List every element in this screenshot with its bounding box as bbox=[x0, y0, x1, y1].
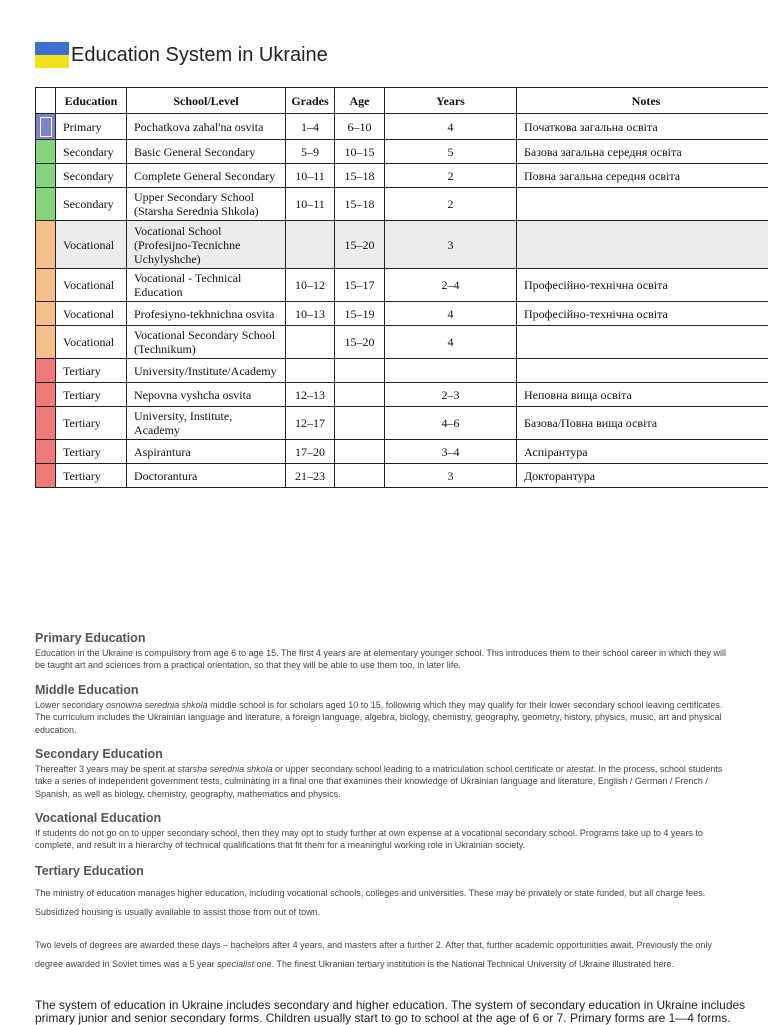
middle-text-part-b: middle school is for scholars aged 10 to 15, following which they may qualify for their lower secondary school leaving certificates. The curriculum includes the Ukrainian language and literature, a foreign language, algebra, biology, chemistry, geography, geometry, history, physics, music, art and physical education. bbox=[35, 700, 722, 735]
cell-years: 3 bbox=[385, 221, 517, 269]
cell-notes bbox=[517, 359, 768, 383]
cell-years: 4 bbox=[385, 114, 517, 140]
cell-years: 2–4 bbox=[385, 269, 517, 302]
cell-school-level: Vocational School (Profesijno-Tecnichne Uchylyshche) bbox=[127, 221, 286, 269]
cell-notes: Базова загальна середня освіта bbox=[517, 140, 768, 164]
tertiary-text-italic: specialist bbox=[217, 959, 254, 969]
table-row bbox=[36, 302, 768, 326]
cell-education: Secondary bbox=[56, 140, 127, 164]
secondary-text-part-c: . In the process, school students take a series of independent government tests, culminating in a final one that examines their knowledge of Ukrainian language and literature, English / German / French / Spanish, as well as biology, chemistry, geography, mathematics and physics. bbox=[35, 764, 722, 799]
table-row bbox=[36, 383, 768, 407]
cell-education: Primary bbox=[56, 114, 127, 140]
section-tertiary-text-2 bbox=[35, 936, 735, 974]
table-header-row bbox=[36, 88, 768, 114]
cell-notes bbox=[517, 188, 768, 221]
cell-years: 4 bbox=[385, 326, 517, 359]
cell-education: Vocational bbox=[56, 221, 127, 269]
cell-grades: 17–20 bbox=[286, 440, 335, 464]
page-title: Education System in Ukraine bbox=[71, 44, 328, 67]
secondary-text-part-b: or upper secondary school leading to a matriculation school certificate or bbox=[273, 764, 567, 774]
level-color-swatch bbox=[36, 269, 56, 302]
cell-notes: Докторантура bbox=[517, 464, 768, 488]
middle-text-part-a: Lower secondary bbox=[35, 700, 106, 710]
cell-school-level: University/Institute/Academy bbox=[127, 359, 286, 383]
cell-years: 2 bbox=[385, 188, 517, 221]
level-color-swatch bbox=[36, 164, 56, 188]
cell-education: Vocational bbox=[56, 302, 127, 326]
level-color-swatch bbox=[36, 326, 56, 359]
header-years: Years bbox=[385, 88, 517, 114]
cell-grades bbox=[286, 326, 335, 359]
cell-grades: 21–23 bbox=[286, 464, 335, 488]
cell-school-level: Vocational - Technical Education bbox=[127, 269, 286, 302]
cell-age: 10–15 bbox=[335, 140, 385, 164]
cell-age: 15–18 bbox=[335, 164, 385, 188]
table-row bbox=[36, 164, 768, 188]
cell-age: 15–20 bbox=[335, 326, 385, 359]
header-school-level: School/Level bbox=[127, 88, 286, 114]
section-vocational-text: If students do not go on to upper secondary school, then they may opt to study further at own expense at a vocational secondary school. Programs take up to 4 years to complete, and result in a hierarchy of technical qualifications that fit them for a meaningful working role in Ukrainian society. bbox=[35, 827, 735, 852]
table-row bbox=[36, 407, 768, 440]
cell-notes: Повна загальна середня освіта bbox=[517, 164, 768, 188]
cell-years: 3 bbox=[385, 464, 517, 488]
cell-notes: Аспірантура bbox=[517, 440, 768, 464]
cell-age bbox=[335, 383, 385, 407]
cell-years: 4 bbox=[385, 302, 517, 326]
cell-education: Tertiary bbox=[56, 359, 127, 383]
table-body bbox=[36, 114, 768, 488]
cell-education: Tertiary bbox=[56, 407, 127, 440]
section-tertiary-text-1: The ministry of education manages higher education, including vocational schools, colleges and universities. These may be privately or state funded, but all charge fees. Subsidized housing is usually available to assist those from out of town. bbox=[35, 884, 735, 922]
header-grades: Grades bbox=[286, 88, 335, 114]
table-row bbox=[36, 440, 768, 464]
cell-age: 15–20 bbox=[335, 221, 385, 269]
cell-age bbox=[335, 440, 385, 464]
table-row bbox=[36, 114, 768, 140]
cell-notes: Базова/Повна вища освіта bbox=[517, 407, 768, 440]
level-color-swatch bbox=[36, 188, 56, 221]
section-secondary bbox=[35, 748, 735, 800]
cell-age: 6–10 bbox=[335, 114, 385, 140]
cell-school-level: Basic General Secondary bbox=[127, 140, 286, 164]
cell-grades: 10–13 bbox=[286, 302, 335, 326]
tertiary-text-part-a: Two levels of degrees are awarded these days – bachelors after 4 years, and masters after a further 2. After that, further academic opportunities await. Previously the only degree awarded in Soviet times was a 5 year bbox=[35, 940, 712, 969]
section-middle-heading: Middle Education bbox=[35, 684, 735, 697]
cell-school-level: University, Institute, Academy bbox=[127, 407, 286, 440]
section-secondary-text bbox=[35, 763, 735, 801]
primary-marker-icon bbox=[40, 117, 52, 137]
cell-grades: 10–11 bbox=[286, 164, 335, 188]
header-age: Age bbox=[335, 88, 385, 114]
ukraine-flag-icon bbox=[35, 42, 69, 68]
cell-notes: Початкова загальна освіта bbox=[517, 114, 768, 140]
cell-education: Tertiary bbox=[56, 383, 127, 407]
section-tertiary bbox=[35, 864, 735, 974]
middle-text-italic: osnowna serednia shkola bbox=[106, 700, 208, 710]
cell-education: Vocational bbox=[56, 326, 127, 359]
table-row bbox=[36, 464, 768, 488]
table-row bbox=[36, 140, 768, 164]
section-primary bbox=[35, 632, 735, 672]
cell-school-level: Pochatkova zahal'na osvita bbox=[127, 114, 286, 140]
section-primary-heading: Primary Education bbox=[35, 632, 735, 645]
cell-notes bbox=[517, 221, 768, 269]
cell-age: 15–19 bbox=[335, 302, 385, 326]
title-row bbox=[35, 40, 328, 70]
cell-notes: Професійно-технічна освіта bbox=[517, 302, 768, 326]
cell-school-level: Doctorantura bbox=[127, 464, 286, 488]
table-row bbox=[36, 188, 768, 221]
header-education: Education bbox=[56, 88, 127, 114]
cell-education: Vocational bbox=[56, 269, 127, 302]
cell-age: 15–18 bbox=[335, 188, 385, 221]
cell-age bbox=[335, 359, 385, 383]
table-row bbox=[36, 221, 768, 269]
cell-years: 2 bbox=[385, 164, 517, 188]
secondary-text-part-a: Thereafter 3 years may be spent at bbox=[35, 764, 178, 774]
level-color-swatch bbox=[36, 383, 56, 407]
level-color-swatch bbox=[36, 221, 56, 269]
cell-school-level: Profesiyno-tekhnichna osvita bbox=[127, 302, 286, 326]
cell-education: Tertiary bbox=[56, 440, 127, 464]
header-swatch bbox=[36, 88, 56, 114]
cell-grades bbox=[286, 221, 335, 269]
cell-school-level: Aspirantura bbox=[127, 440, 286, 464]
section-final-text: The system of education in Ukraine includes secondary and higher education. The system of secondary education in Ukraine includes primary junior and senior secondary forms. Children usually start to go to school at the age of 6 or 7. Primary forms are 1—4 forms. bbox=[35, 999, 763, 1025]
section-secondary-heading: Secondary Education bbox=[35, 748, 735, 761]
cell-education: Tertiary bbox=[56, 464, 127, 488]
cell-grades: 12–13 bbox=[286, 383, 335, 407]
table-row bbox=[36, 359, 768, 383]
level-color-swatch bbox=[36, 359, 56, 383]
cell-notes bbox=[517, 326, 768, 359]
level-color-swatch bbox=[36, 407, 56, 440]
cell-grades: 10–11 bbox=[286, 188, 335, 221]
cell-education: Secondary bbox=[56, 188, 127, 221]
header-notes: Notes bbox=[517, 88, 768, 114]
section-tertiary-heading: Tertiary Education bbox=[35, 864, 735, 878]
cell-years: 4–6 bbox=[385, 407, 517, 440]
section-vocational-heading: Vocational Education bbox=[35, 812, 735, 825]
cell-school-level: Upper Secondary School (Starsha Serednia Shkola) bbox=[127, 188, 286, 221]
cell-education: Secondary bbox=[56, 164, 127, 188]
secondary-text-italic: starsha serednia shkola bbox=[178, 764, 273, 774]
cell-grades: 12–17 bbox=[286, 407, 335, 440]
cell-age bbox=[335, 464, 385, 488]
cell-notes: Неповна вища освіта bbox=[517, 383, 768, 407]
cell-years: 3–4 bbox=[385, 440, 517, 464]
tertiary-text-part-b: one. The finest Ukranian tertiary institution is the National Technical University of Ukraine illustrated here. bbox=[254, 959, 674, 969]
cell-grades: 1–4 bbox=[286, 114, 335, 140]
level-color-swatch bbox=[36, 440, 56, 464]
cell-grades: 10–12 bbox=[286, 269, 335, 302]
level-color-swatch bbox=[36, 464, 56, 488]
cell-school-level: Vocational Secondary School (Technikum) bbox=[127, 326, 286, 359]
section-vocational bbox=[35, 812, 735, 852]
table-row bbox=[36, 326, 768, 359]
cell-grades bbox=[286, 359, 335, 383]
section-middle-text bbox=[35, 699, 735, 737]
cell-age: 15–17 bbox=[335, 269, 385, 302]
cell-age bbox=[335, 407, 385, 440]
education-table bbox=[35, 87, 768, 488]
cell-grades: 5–9 bbox=[286, 140, 335, 164]
level-color-swatch bbox=[36, 302, 56, 326]
cell-notes: Професійно-технічна освіта bbox=[517, 269, 768, 302]
cell-years bbox=[385, 359, 517, 383]
cell-school-level: Complete General Secondary bbox=[127, 164, 286, 188]
cell-school-level: Nepovna vyshcha osvita bbox=[127, 383, 286, 407]
cell-years: 5 bbox=[385, 140, 517, 164]
secondary-text-italic-2: atestat bbox=[566, 764, 593, 774]
section-middle bbox=[35, 684, 735, 736]
cell-years: 2–3 bbox=[385, 383, 517, 407]
level-color-swatch bbox=[36, 114, 56, 140]
table-row bbox=[36, 269, 768, 302]
section-primary-text: Education in the Ukraine is compulsory from age 6 to age 15. The first 4 years are at elementary younger school. This introduces them to their school career in which they will be taught art and sciences from a practical orientation, so that they will be able to use them too, in later life. bbox=[35, 647, 735, 672]
flag-yellow-band bbox=[35, 55, 69, 68]
flag-blue-band bbox=[35, 42, 69, 55]
level-color-swatch bbox=[36, 140, 56, 164]
